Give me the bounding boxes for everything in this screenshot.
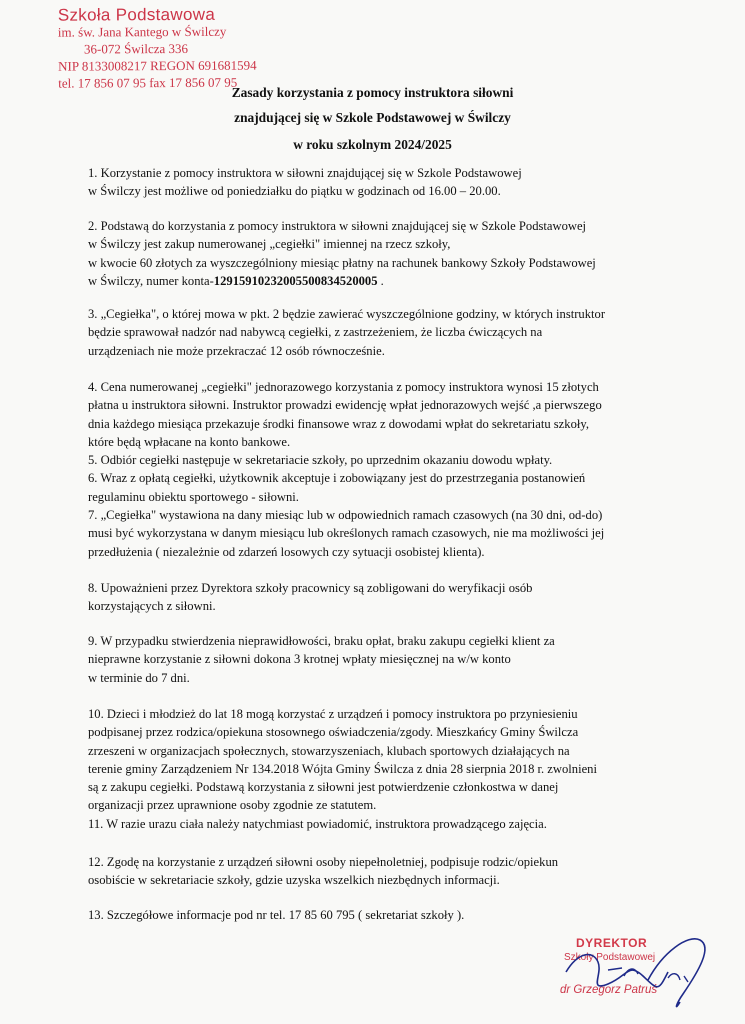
text-line: terenie gminy Zarządzeniem Nr 134.2018 Wójta Gminy Świlcza z dnia 28 sierpnia 2018 r. zwolnieni [88, 761, 597, 776]
document-title: Zasady korzystania z pomocy instruktora siłowni [231, 85, 514, 100]
rule-9 [88, 632, 648, 687]
text-line: regulaminu obiektu sportowego - siłowni. [88, 489, 299, 504]
director-name: dr Grzegorz Patruś [560, 984, 658, 996]
text-line: dnia każdego miesiąca przekazuje środki finansowe wraz z dowodami wpłat do sekretariatu szkoły, [88, 416, 589, 431]
rules-4-7 [88, 378, 648, 561]
stamp-line: tel. 17 856 07 95 fax 17 856 07 95 [58, 74, 238, 91]
text-line: nieprawne korzystanie z siłowni dokona 3 krotnej wpłaty miesięcznej na w/w konto [88, 652, 511, 667]
text-line: osobiście w sekretariacie szkoły, gdzie uzyska wszelkich niezbędnych informacji. [88, 873, 500, 888]
stamp-line: NIP 8133008217 REGON 691681594 [58, 57, 257, 74]
text-line: będzie sprawował nadzór nad nabywcą cegiełki, z zastrzeżeniem, że liczba ćwiczących na [88, 325, 543, 340]
text-line: 5. Odbiór cegiełki następuje w sekretariacie szkoły, po uprzednim okazaniu dowodu wpłaty. [88, 453, 553, 468]
text-line: 3. „Cegiełka", o której mowa w pkt. 2 będzie zawierać wyszczególnione godziny, w których instruktor [88, 307, 606, 321]
text-line: w kwocie 60 złotych za wyszczególniony miesiąc płatny na rachunek bankowy Szkoły Podstawowej [88, 255, 596, 270]
rule-12 [88, 853, 648, 890]
text-line: korzystających z siłowni. [88, 599, 216, 614]
rule-13 [88, 906, 648, 924]
text-line: urządzeniach nie może przekraczać 12 osób równocześnie. [88, 343, 385, 358]
rule-3 [88, 305, 648, 360]
school-year: w roku szkolnym 2024/2025 [293, 137, 452, 152]
account-suffix: . [377, 273, 384, 288]
text-line: 2. Podstawą do korzystania z pomocy instruktora w siłowni znajdującej się w Szkole Podstawowej [88, 219, 587, 233]
rules-10-11 [88, 705, 648, 833]
text-line: zrzeszeni w organizacjach społecznych, stowarzyszeniach, klubach sportowych działających na [88, 743, 570, 758]
rule-2 [88, 217, 648, 290]
text-line: 1. Korzystanie z pomocy instruktora w siłowni znajdującej się w Szkole Podstawowej [88, 166, 522, 180]
text-line: 8. Upoważnieni przez Dyrektora szkoły pracownicy są zobligowani do weryfikacji osób [88, 581, 533, 595]
text-line: które będą wpłacane na konto bankowe. [88, 434, 291, 449]
account-label: w Świlczy, numer konta- [88, 273, 214, 288]
bank-account-number: 12915910232005500834520005 [213, 273, 378, 288]
text-line: w Świlczy jest możliwe od poniedziałku do piątku w godzinach od 16.00 – 20.00. [88, 184, 501, 199]
director-signature [548, 932, 738, 1024]
text-line: 13. Szczegółowe informacje pod nr tel. 17 85 60 795 ( sekretariat szkoły ). [88, 908, 465, 922]
rule-1 [88, 164, 648, 201]
rule-8 [88, 579, 648, 616]
text-line: płatna u instruktora siłowni. Instruktor prowadzi ewidencję wpłat jednorazowych wejść ,a pierwszego [88, 398, 602, 413]
text-line: są z zakupu cegiełki. Podstawą korzystania z siłowni jest potwierdzenie członkostwa w danej [88, 780, 559, 795]
text-line: podpisanej przez rodzica/opiekuna stosownego oświadczenia/zgody. Mieszkańcy Gminy Świlcza [88, 725, 579, 740]
text-line: organizacji przez uprawnione osoby zgodnie ze statutem. [88, 798, 377, 813]
director-title: DYREKTOR [576, 936, 648, 950]
text-line: 6. Wraz z opłatą cegiełki, użytkownik akceptuje i zobowiązany jest do przestrzegania postanowień [88, 471, 586, 486]
stamp-title: Szkoła Podstawowa [57, 4, 216, 25]
handwritten-signature-icon [548, 932, 738, 1024]
text-line: 9. W przypadku stwierdzenia nieprawidłowości, braku opłat, braku zakupu cegiełki klient za [88, 634, 555, 648]
school-stamp [58, 5, 298, 91]
text-line: musi być wykorzystana w danym miesiącu lub określonych ramach czasowych, nie ma możliwości jej [88, 526, 605, 541]
text-line: w Świlczy jest zakup numerowanej „cegiełki" imiennej na rzecz szkoły, [88, 237, 451, 252]
text-line: w terminie do 7 dni. [88, 670, 190, 685]
text-line: 12. Zgodę na korzystanie z urządzeń siłowni osoby niepełnoletniej, podpisuje rodzic/opiekun [88, 855, 559, 869]
text-line [88, 272, 648, 290]
text-line: przedłużenia ( niezależnie od zdarzeń losowych czy sytuacji osobistej klienta). [88, 544, 485, 559]
text-line: 4. Cena numerowanej „cegiełki" jednorazowego korzystania z pomocy instruktora wynosi 15 złotych [88, 380, 599, 394]
text-line: 11. W razie urazu ciała należy natychmiast powiadomić, instruktora prowadzącego zajęcia. [88, 816, 547, 831]
stamp-line: 36-072 Świlcza 336 [83, 40, 189, 57]
director-subtitle: Szkoły Podstawowej [564, 952, 656, 963]
text-line: 10. Dzieci i młodzież do lat 18 mogą korzystać z urządzeń i pomocy instruktora po przyniesieniu [88, 707, 578, 721]
stamp-line: im. św. Jana Kantego w Świlczy [57, 23, 227, 40]
text-line: 7. „Cegiełka" wystawiona na dany miesiąc lub w odpowiednich ramach czasowych (na 30 dni, od-do) [88, 508, 603, 523]
document-subtitle: znajdującej się w Szkole Podstawowej w Świlczy [234, 110, 511, 125]
